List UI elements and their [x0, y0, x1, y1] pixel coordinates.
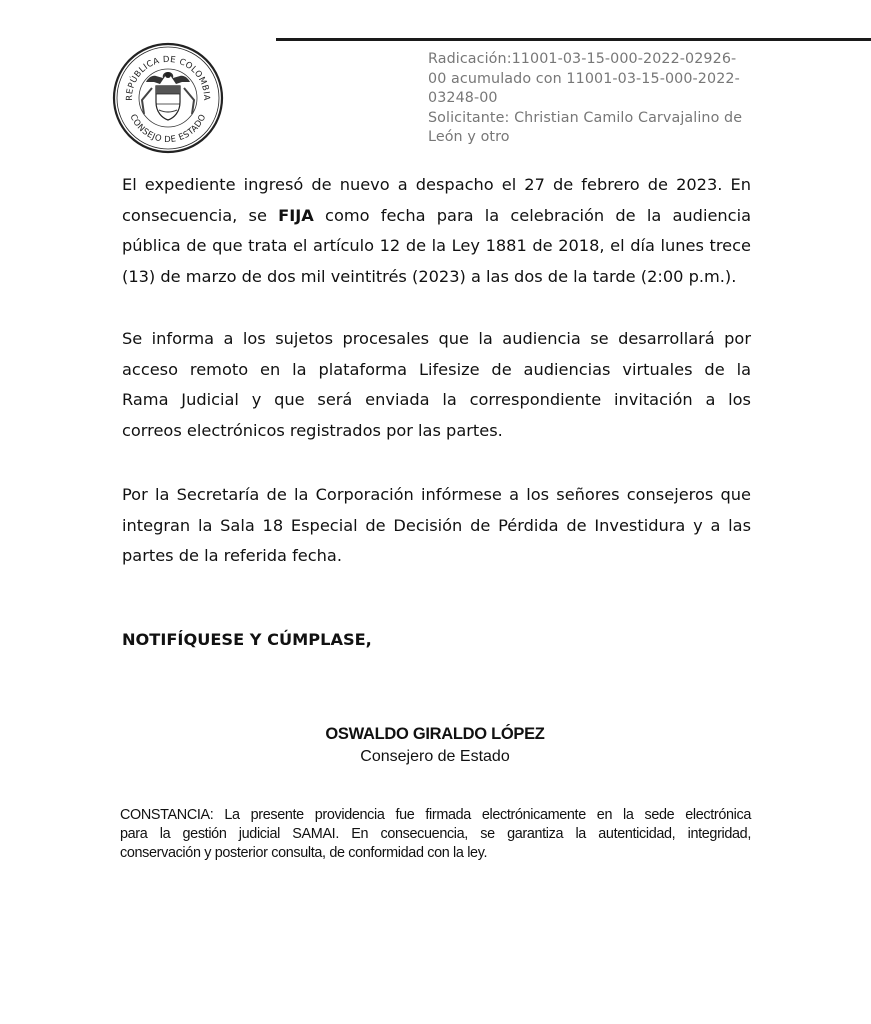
paragraph-line: El expediente ingresó de nuevo a despacho el 27 de febrero de 2023. En [122, 175, 751, 194]
consejo-de-estado-seal [112, 42, 224, 154]
text-segment: consecuencia, se [122, 205, 279, 225]
paragraph-line: pública de que trata el artículo 12 de la Ley 1881 de 2018, el día lunes trece [122, 236, 751, 255]
electronic-signature-notice [120, 806, 751, 863]
fija-emphasis: FIJA [278, 205, 314, 225]
header-line: Solicitante: Christian Camilo Carvajalino de [428, 109, 743, 126]
header-line: Radicación:11001-03-15-000-2022-02926- [428, 51, 737, 67]
paragraph-line [122, 201, 751, 232]
case-header [428, 50, 758, 148]
paragraph-line: (13) de marzo de dos mil veintitrés (2023) a las dos de la tarde (2:00 p.m.). [122, 266, 737, 286]
header-rule [276, 38, 871, 41]
paragraph-line: acceso remoto en la plataforma Lifesize de audiencias virtuales de la [122, 359, 751, 379]
signature-block [300, 722, 570, 768]
signer-name: OSWALDO GIRALDO LÓPEZ [325, 725, 545, 743]
paragraph-line: partes de la referida fecha. [122, 546, 342, 565]
signer-title: Consejero de Estado [360, 748, 510, 765]
constancia-line: conservación y posterior consulta, de conformidad con la ley. [120, 845, 488, 861]
paragraph-secretary [122, 480, 751, 572]
text-segment: como fecha para la celebración de la audiencia [313, 205, 751, 225]
closing-notice: NOTIFÍQUESE Y CÚMPLASE, [122, 630, 372, 649]
seal-top-text: REPÚBLICA DE COLOMBIA [124, 54, 212, 101]
seal-bottom-text: CONSEJO DE ESTADO [127, 112, 209, 146]
header-line: 03248-00 [428, 90, 498, 106]
paragraph-line: Por la Secretaría de la Corporación infórmese a los señores consejeros que [122, 485, 751, 504]
constancia-line: para la gestión judicial SAMAI. En consecuencia, se garantiza la autenticidad, integridad, [120, 826, 751, 842]
paragraph-line: Rama Judicial y que será enviada la correspondiente invitación a los [122, 390, 751, 409]
paragraph-line: Se informa a los sujetos procesales que la audiencia se desarrollará por [122, 329, 751, 348]
paragraph-hearing-date [122, 170, 751, 292]
paragraph-line: integran la Sala 18 Especial de Decisión de Pérdida de Investidura y a las [122, 515, 751, 535]
header-line: León y otro [428, 129, 510, 145]
header-line: 00 acumulado con 11001-03-15-000-2022- [428, 70, 740, 87]
paragraph-remote-access [122, 324, 751, 446]
paragraph-line: correos electrónicos registrados por las partes. [122, 420, 503, 440]
constancia-line: CONSTANCIA: La presente providencia fue firmada electrónicamente en la sede electrónica [120, 807, 751, 823]
